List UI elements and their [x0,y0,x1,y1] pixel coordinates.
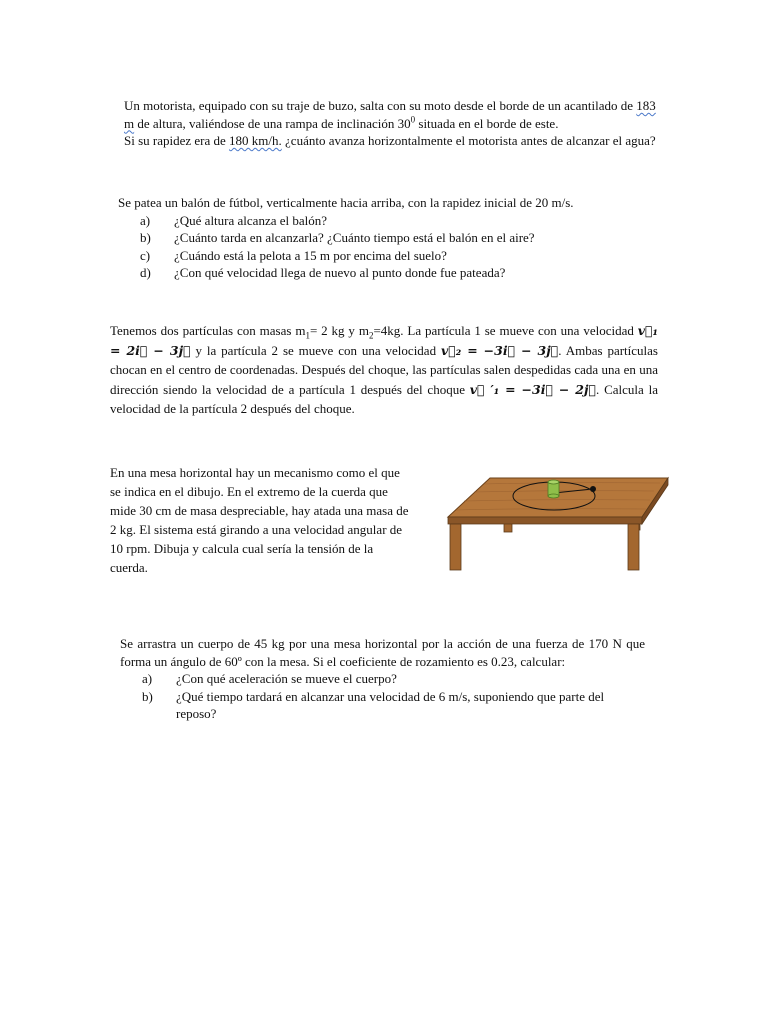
problem-4: En una mesa horizontal hay un mecanismo como el que se indica en el dibujo. En el extremo de la cuerda que mide 30 cm de masa despreciable, hay atada una masa de 2 kg. El sistema está girando a una velocidad angular de 10 rpm. Dibuja y calcula cual sería la tensión de la cuerda. [110,465,409,575]
problem-2 [118,194,678,282]
problem-1-line-1: Un motorista, equipado con su traje de buzo, salta con su moto desde el borde de un acantilado de 183 [124,98,656,113]
velocity-v2: v⃗₂ = −3i⃗ − 3j⃗ [440,342,559,358]
spellcheck-word: 180 km/h. [229,133,282,148]
list-item: b) ¿Qué tiempo tardará en alcanzar una velocidad de 6 m/s, suponiendo que parte del reposo? [142,688,605,721]
list-item: a) ¿Qué altura alcanza el balón? [140,212,328,228]
problem-5-intro: Se arrastra un cuerpo de 45 kg por una mesa horizontal por la acción de una fuerza de 170 N que forma un ángulo de 60º con la mesa. Si el coeficiente de rozamiento es 0.23, calcular: [120,636,645,669]
cylinder-icon [548,480,559,498]
spellcheck-word: 183 [636,98,656,113]
problem-5-list [142,670,645,723]
table-leg-front-right [628,524,639,570]
list-item: c) ¿Cuándo está la pelota a 15 m por encima del suelo? [140,247,447,263]
list-item: b) ¿Cuánto tarda en alcanzarla? ¿Cuánto tiempo está el balón en el aire? [140,230,535,245]
problem-2-list [140,212,678,282]
mass-ball [590,486,596,492]
velocity-v1: v⃗₁ = 2i⃗ − 3j⃗ [110,323,658,358]
table-edge [448,517,642,524]
table-leg-front-left [450,524,461,570]
velocity-v1-after: v⃗ ′₁ = −3i⃗ − 2j⃗ [469,381,597,397]
spellcheck-word: m [124,115,135,131]
list-item: d) ¿Con qué velocidad llega de nuevo al punto donde fue pateada? [140,265,506,280]
problem-5 [120,635,645,723]
problem-1 [124,97,734,150]
list-item: a) ¿Con qué aceleración se mueve el cuerpo? [142,671,397,686]
table-figure [444,474,670,574]
problem-1-line-3: Si su rapidez era de 180 km/h. ¿cuánto avanza horizontalmente el motorista antes de alcanzar el agua? [124,133,656,148]
problem-3: Tenemos dos partículas con masas $m_1= 2$ kg y $m_2=4kg$. La partícula 1 se mueve con una velocidad v⃗₁ = 2i⃗ − 3j⃗ y la partícula 2 se mueve con una velocidad v⃗₂ = −3i⃗ − 3j⃗. Ambas partículas chocan en el centro de coordenadas. Después del choque, las partículas salen despedidas cada una en una dirección siendo la velocidad de a partícula 1 después del choque v⃗ ′₁ = −3i⃗ − 2j⃗. Calcula la velocidad de la partícula 2 después del choque. [110,323,658,416]
problem-2-intro: Se patea un balón de fútbol, verticalmente hacia arriba, con la rapidez inicial de 20 m/s. [118,195,574,210]
problem-1-line-2: m de altura, valiéndose de una rampa de inclinación $30^0$ situada en el borde de este. [124,114,559,131]
